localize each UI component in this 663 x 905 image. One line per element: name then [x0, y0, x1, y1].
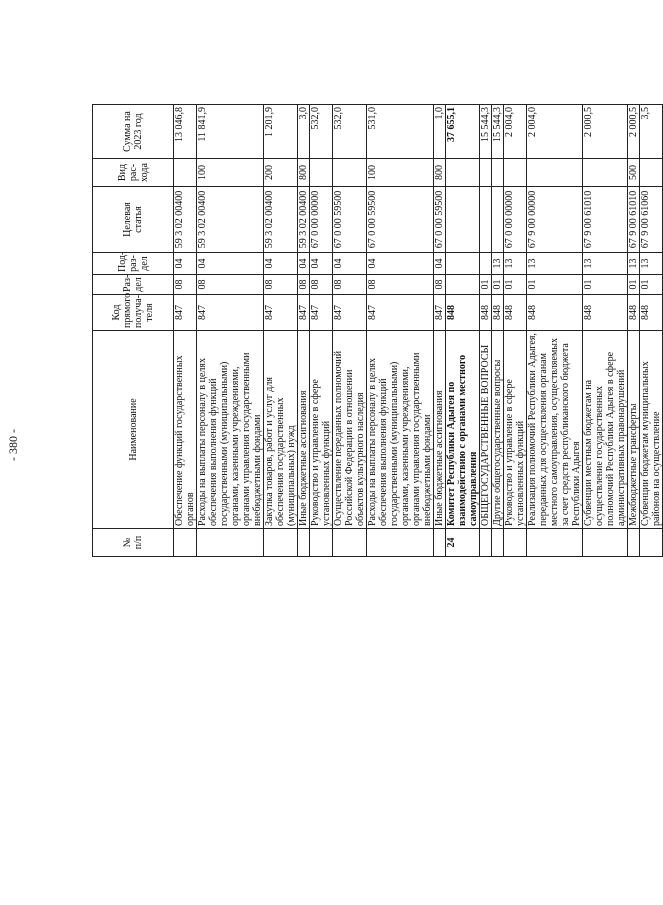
- cell-podrazdel: 04: [434, 253, 446, 275]
- cell-article: [480, 187, 492, 253]
- cell-razdel: 01: [492, 275, 504, 295]
- cell-code: 848: [583, 295, 628, 331]
- cell-num: [527, 529, 583, 557]
- cell-razdel: 08: [367, 275, 434, 295]
- cell-num: [583, 529, 628, 557]
- cell-name: Осуществление переданных полномочий Российской Федерации в отношении объектов культурного наследия: [333, 331, 367, 529]
- cell-sum: 15 544,3: [480, 105, 492, 159]
- cell-name: Расходы на выплаты персоналу в целях обеспечения выполнения функций государственными (муниципальными) органами, казенными учреждениями, органами управления государственными внебюджетными фондами: [197, 331, 264, 529]
- cell-razdel: 01: [583, 275, 628, 295]
- cell-sum: 11 841,9: [197, 105, 264, 159]
- cell-razdel: 08: [434, 275, 446, 295]
- cell-vid: [583, 159, 628, 187]
- header-num: № п/п: [93, 529, 174, 557]
- table-row: [298, 105, 310, 557]
- cell-razdel: 08: [197, 275, 264, 295]
- cell-article: 67 0 00 59500: [333, 187, 367, 253]
- table-row: [583, 105, 628, 557]
- cell-vid: [310, 159, 333, 187]
- header-razdel: Раз- дел: [93, 275, 174, 295]
- header-vid: Вид рас- хода: [93, 159, 174, 187]
- table-row: [333, 105, 367, 557]
- cell-sum: 532,0: [310, 105, 333, 159]
- cell-name: Иные бюджетные ассигнования: [298, 331, 310, 529]
- table-row: [640, 105, 663, 557]
- cell-article: [446, 187, 480, 253]
- cell-razdel: 01: [640, 275, 663, 295]
- cell-vid: 500: [628, 159, 640, 187]
- table-header-row: [93, 105, 174, 557]
- cell-article: 67 0 00 00000: [310, 187, 333, 253]
- cell-code: 848: [504, 295, 527, 331]
- cell-razdel: 08: [174, 275, 197, 295]
- cell-name: Иные бюджетные ассигнования: [434, 331, 446, 529]
- cell-num: [504, 529, 527, 557]
- cell-name: ОБЩЕГОСУДАРСТВЕННЫЕ ВОПРОСЫ: [480, 331, 492, 529]
- cell-article: 67 0 00 59500: [434, 187, 446, 253]
- cell-razdel: 01: [628, 275, 640, 295]
- table-row: [628, 105, 640, 557]
- cell-num: [434, 529, 446, 557]
- cell-article: 67 9 00 61060: [640, 187, 663, 253]
- cell-code: 847: [197, 295, 264, 331]
- cell-num: [298, 529, 310, 557]
- cell-name: Субвенции бюджетам муниципальных районов на осуществление: [640, 331, 663, 529]
- cell-article: 59 3 02 00400: [174, 187, 197, 253]
- cell-vid: [333, 159, 367, 187]
- cell-sum: 2 004,0: [527, 105, 583, 159]
- cell-code: 847: [264, 295, 298, 331]
- cell-article: 59 3 02 00400: [197, 187, 264, 253]
- cell-sum: 2 000,5: [628, 105, 640, 159]
- cell-name: Реализация полномочий Республики Адыгея, переданных для осуществления органам местного самоуправления, осуществляемых за счет средств республиканского бюджета Республики Адыгея: [527, 331, 583, 529]
- cell-num: [264, 529, 298, 557]
- cell-num: 24: [446, 529, 480, 557]
- cell-article: 59 3 02 00400: [264, 187, 298, 253]
- cell-code: 847: [367, 295, 434, 331]
- cell-razdel: 01: [480, 275, 492, 295]
- cell-num: [480, 529, 492, 557]
- cell-sum: 3,0: [298, 105, 310, 159]
- cell-article: [492, 187, 504, 253]
- cell-article: 67 9 00 00000: [527, 187, 583, 253]
- cell-podrazdel: 13: [640, 253, 663, 275]
- cell-vid: [640, 159, 663, 187]
- cell-name: Другие общегосударственные вопросы: [492, 331, 504, 529]
- cell-sum: 37 655,1: [446, 105, 480, 159]
- cell-razdel: 01: [527, 275, 583, 295]
- cell-razdel: 08: [298, 275, 310, 295]
- cell-vid: 200: [264, 159, 298, 187]
- cell-sum: 13 046,8: [174, 105, 197, 159]
- cell-sum: 532,0: [333, 105, 367, 159]
- cell-podrazdel: 04: [310, 253, 333, 275]
- cell-sum: 531,0: [367, 105, 434, 159]
- cell-sum: 2 004,0: [504, 105, 527, 159]
- header-podrazdel: Под- раз- дел: [93, 253, 174, 275]
- cell-razdel: 08: [310, 275, 333, 295]
- table-row: [527, 105, 583, 557]
- table-row: [492, 105, 504, 557]
- cell-podrazdel: 04: [197, 253, 264, 275]
- cell-name: Руководство и управление в сфере установленных функций: [504, 331, 527, 529]
- cell-name: Обеспечение функций государственных органов: [174, 331, 197, 529]
- cell-sum: 1,0: [434, 105, 446, 159]
- cell-num: [492, 529, 504, 557]
- cell-name: Комитет Республики Адыгея по взаимодействию с органами местного самоуправления: [446, 331, 480, 529]
- cell-vid: 100: [197, 159, 264, 187]
- cell-vid: [480, 159, 492, 187]
- cell-code: 847: [434, 295, 446, 331]
- cell-vid: [446, 159, 480, 187]
- cell-razdel: 01: [504, 275, 527, 295]
- cell-code: 848: [446, 295, 480, 331]
- cell-code: 847: [310, 295, 333, 331]
- cell-name: Руководство и управление в сфере установленных функций: [310, 331, 333, 529]
- cell-vid: 800: [434, 159, 446, 187]
- cell-num: [310, 529, 333, 557]
- cell-code: 848: [527, 295, 583, 331]
- table-row: [197, 105, 264, 557]
- cell-sum: 2 000,5: [583, 105, 628, 159]
- table-row: [504, 105, 527, 557]
- header-code: Код прямого получа- теля: [93, 295, 174, 331]
- cell-razdel: [446, 275, 480, 295]
- cell-podrazdel: 04: [367, 253, 434, 275]
- cell-podrazdel: [480, 253, 492, 275]
- cell-article: 67 0 00 00000: [504, 187, 527, 253]
- table-body: [174, 105, 663, 557]
- cell-name: Субвенции местным бюджетам на осуществление государственных полномочий Республики Адыгея в сфере административных правонарушений: [583, 331, 628, 529]
- cell-podrazdel: 13: [583, 253, 628, 275]
- table-row: [446, 105, 480, 557]
- cell-podrazdel: 04: [333, 253, 367, 275]
- cell-podrazdel: 04: [298, 253, 310, 275]
- cell-podrazdel: 13: [492, 253, 504, 275]
- cell-code: 848: [492, 295, 504, 331]
- cell-podrazdel: 13: [504, 253, 527, 275]
- cell-podrazdel: [446, 253, 480, 275]
- budget-table: [92, 104, 663, 557]
- cell-podrazdel: 04: [264, 253, 298, 275]
- header-sum: Сумма на 2023 год: [93, 105, 174, 159]
- cell-vid: [504, 159, 527, 187]
- cell-num: [367, 529, 434, 557]
- table-row: [480, 105, 492, 557]
- header-name: Наименование: [93, 331, 174, 529]
- cell-code: 847: [298, 295, 310, 331]
- cell-num: [174, 529, 197, 557]
- cell-vid: 100: [367, 159, 434, 187]
- table-row: [174, 105, 197, 557]
- cell-podrazdel: 04: [174, 253, 197, 275]
- cell-vid: 800: [298, 159, 310, 187]
- cell-num: [628, 529, 640, 557]
- cell-code: 847: [174, 295, 197, 331]
- cell-name: Межбюджетные трансферты: [628, 331, 640, 529]
- cell-sum: 3,5: [640, 105, 663, 159]
- cell-article: 59 3 02 00400: [298, 187, 310, 253]
- cell-vid: [174, 159, 197, 187]
- cell-code: 848: [480, 295, 492, 331]
- cell-num: [197, 529, 264, 557]
- page-number: - 380 -: [6, 429, 20, 461]
- cell-sum: 1 201,9: [264, 105, 298, 159]
- cell-article: 67 0 00 59500: [367, 187, 434, 253]
- cell-code: 848: [640, 295, 663, 331]
- cell-code: 847: [333, 295, 367, 331]
- table-row: [367, 105, 434, 557]
- cell-name: Расходы на выплаты персоналу в целях обеспечения выполнения функций государственными (муниципальными) органами, казенными учреждениями, органами управления государственными внебюджетными фондами: [367, 331, 434, 529]
- cell-num: [333, 529, 367, 557]
- cell-razdel: 08: [264, 275, 298, 295]
- cell-razdel: 08: [333, 275, 367, 295]
- cell-name: Закупка товаров, работ и услуг для обеспечения государственных (муниципальных) нужд: [264, 331, 298, 529]
- cell-article: 67 9 00 61010: [628, 187, 640, 253]
- cell-podrazdel: 13: [527, 253, 583, 275]
- cell-article: 67 9 00 61010: [583, 187, 628, 253]
- cell-num: [640, 529, 663, 557]
- cell-vid: [527, 159, 583, 187]
- cell-sum: 15 544,3: [492, 105, 504, 159]
- table-row: [434, 105, 446, 557]
- cell-podrazdel: 13: [628, 253, 640, 275]
- cell-code: 848: [628, 295, 640, 331]
- table-row: [264, 105, 298, 557]
- header-article: Целевая статья: [93, 187, 174, 253]
- cell-vid: [492, 159, 504, 187]
- table-row: [310, 105, 333, 557]
